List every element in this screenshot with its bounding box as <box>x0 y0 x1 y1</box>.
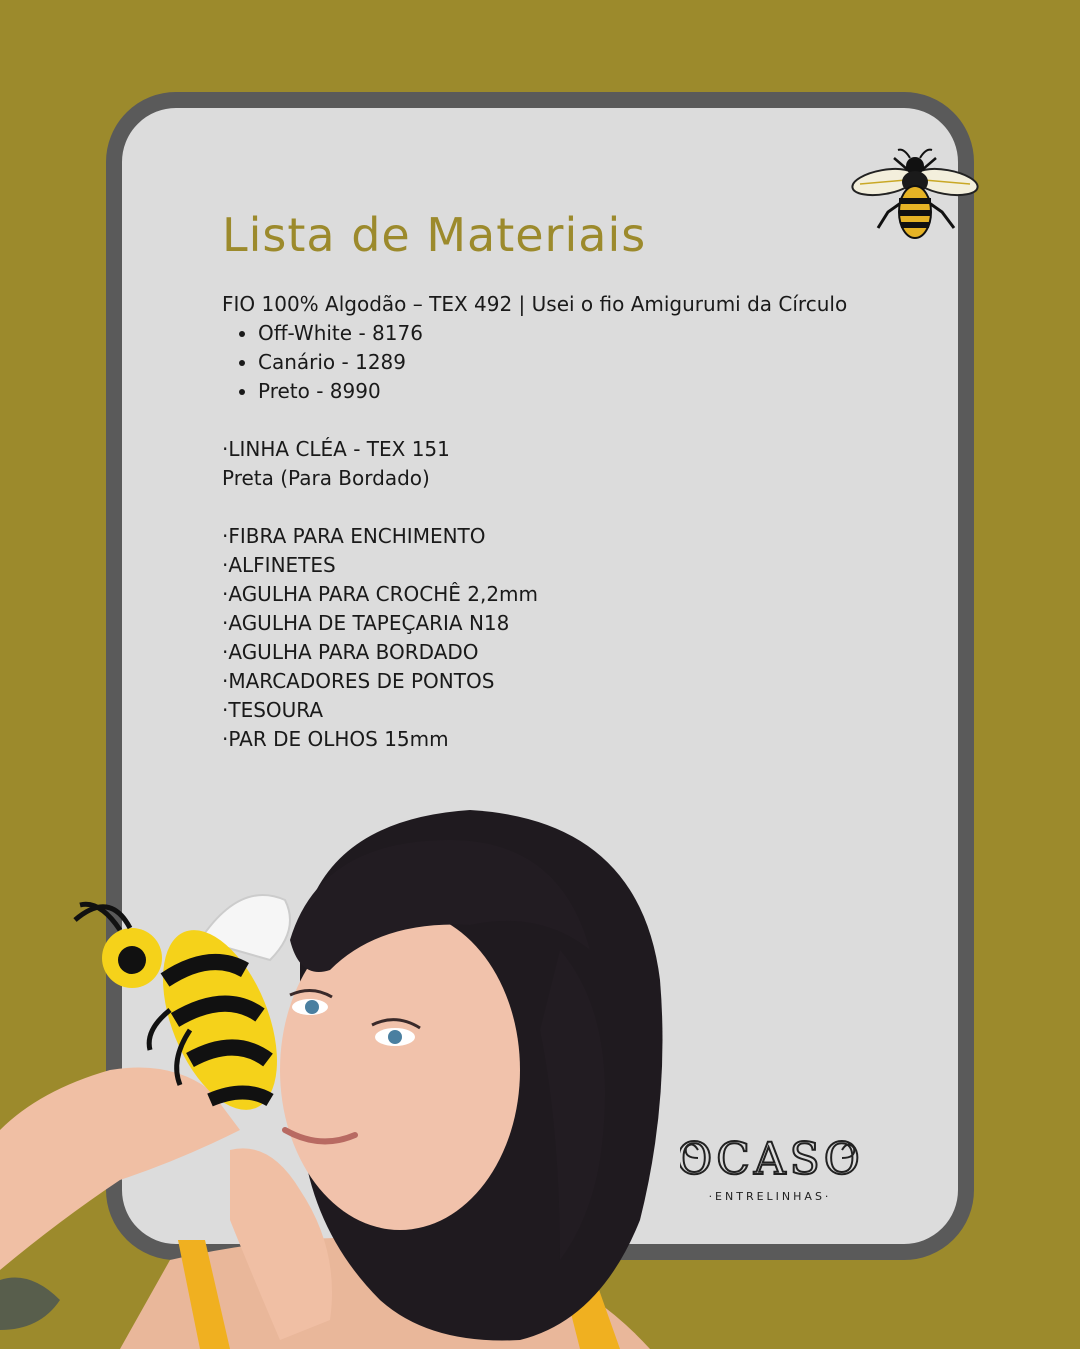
yarn-color-list <box>222 319 922 406</box>
ocaso-entrelinhas-logo <box>680 1128 860 1212</box>
tool-item: ·MARCADORES DE PONTOS <box>222 669 495 693</box>
logo-subtitle: ·ENTRELINHAS· <box>708 1190 832 1203</box>
person-with-crochet-bee-photo <box>0 800 700 1349</box>
logo-main-text: OCASO <box>680 1134 860 1185</box>
tool-item: ·TESOURA <box>222 698 324 722</box>
thread-heading: ·LINHA CLÉA - TEX 151 <box>222 437 450 461</box>
tool-item: ·AGULHA PARA BORDADO <box>222 640 479 664</box>
yarn-color-item: • Canário - 1289 <box>258 348 922 377</box>
tool-item: ·AGULHA DE TAPEÇARIA N18 <box>222 611 510 635</box>
logo-mark <box>680 1128 860 1188</box>
thread-note: Preta (Para Bordado) <box>222 466 430 490</box>
page-title: Lista de Materiais <box>222 208 647 262</box>
yarn-color-item: • Preto - 8990 <box>258 377 922 406</box>
tool-item: ·PAR DE OLHOS 15mm <box>222 727 449 751</box>
yarn-color-item: • Off-White - 8176 <box>258 319 922 348</box>
tool-item: ·FIBRA PARA ENCHIMENTO <box>222 524 486 548</box>
bee-icon <box>850 140 980 245</box>
yarn-heading: FIO 100% Algodão – TEX 492 | Usei o fio Amigurumi da Círculo <box>222 292 848 316</box>
tool-item: ·ALFINETES <box>222 553 336 577</box>
tool-item: ·AGULHA PARA CROCHÊ 2,2mm <box>222 582 539 606</box>
materials-list <box>222 290 922 754</box>
